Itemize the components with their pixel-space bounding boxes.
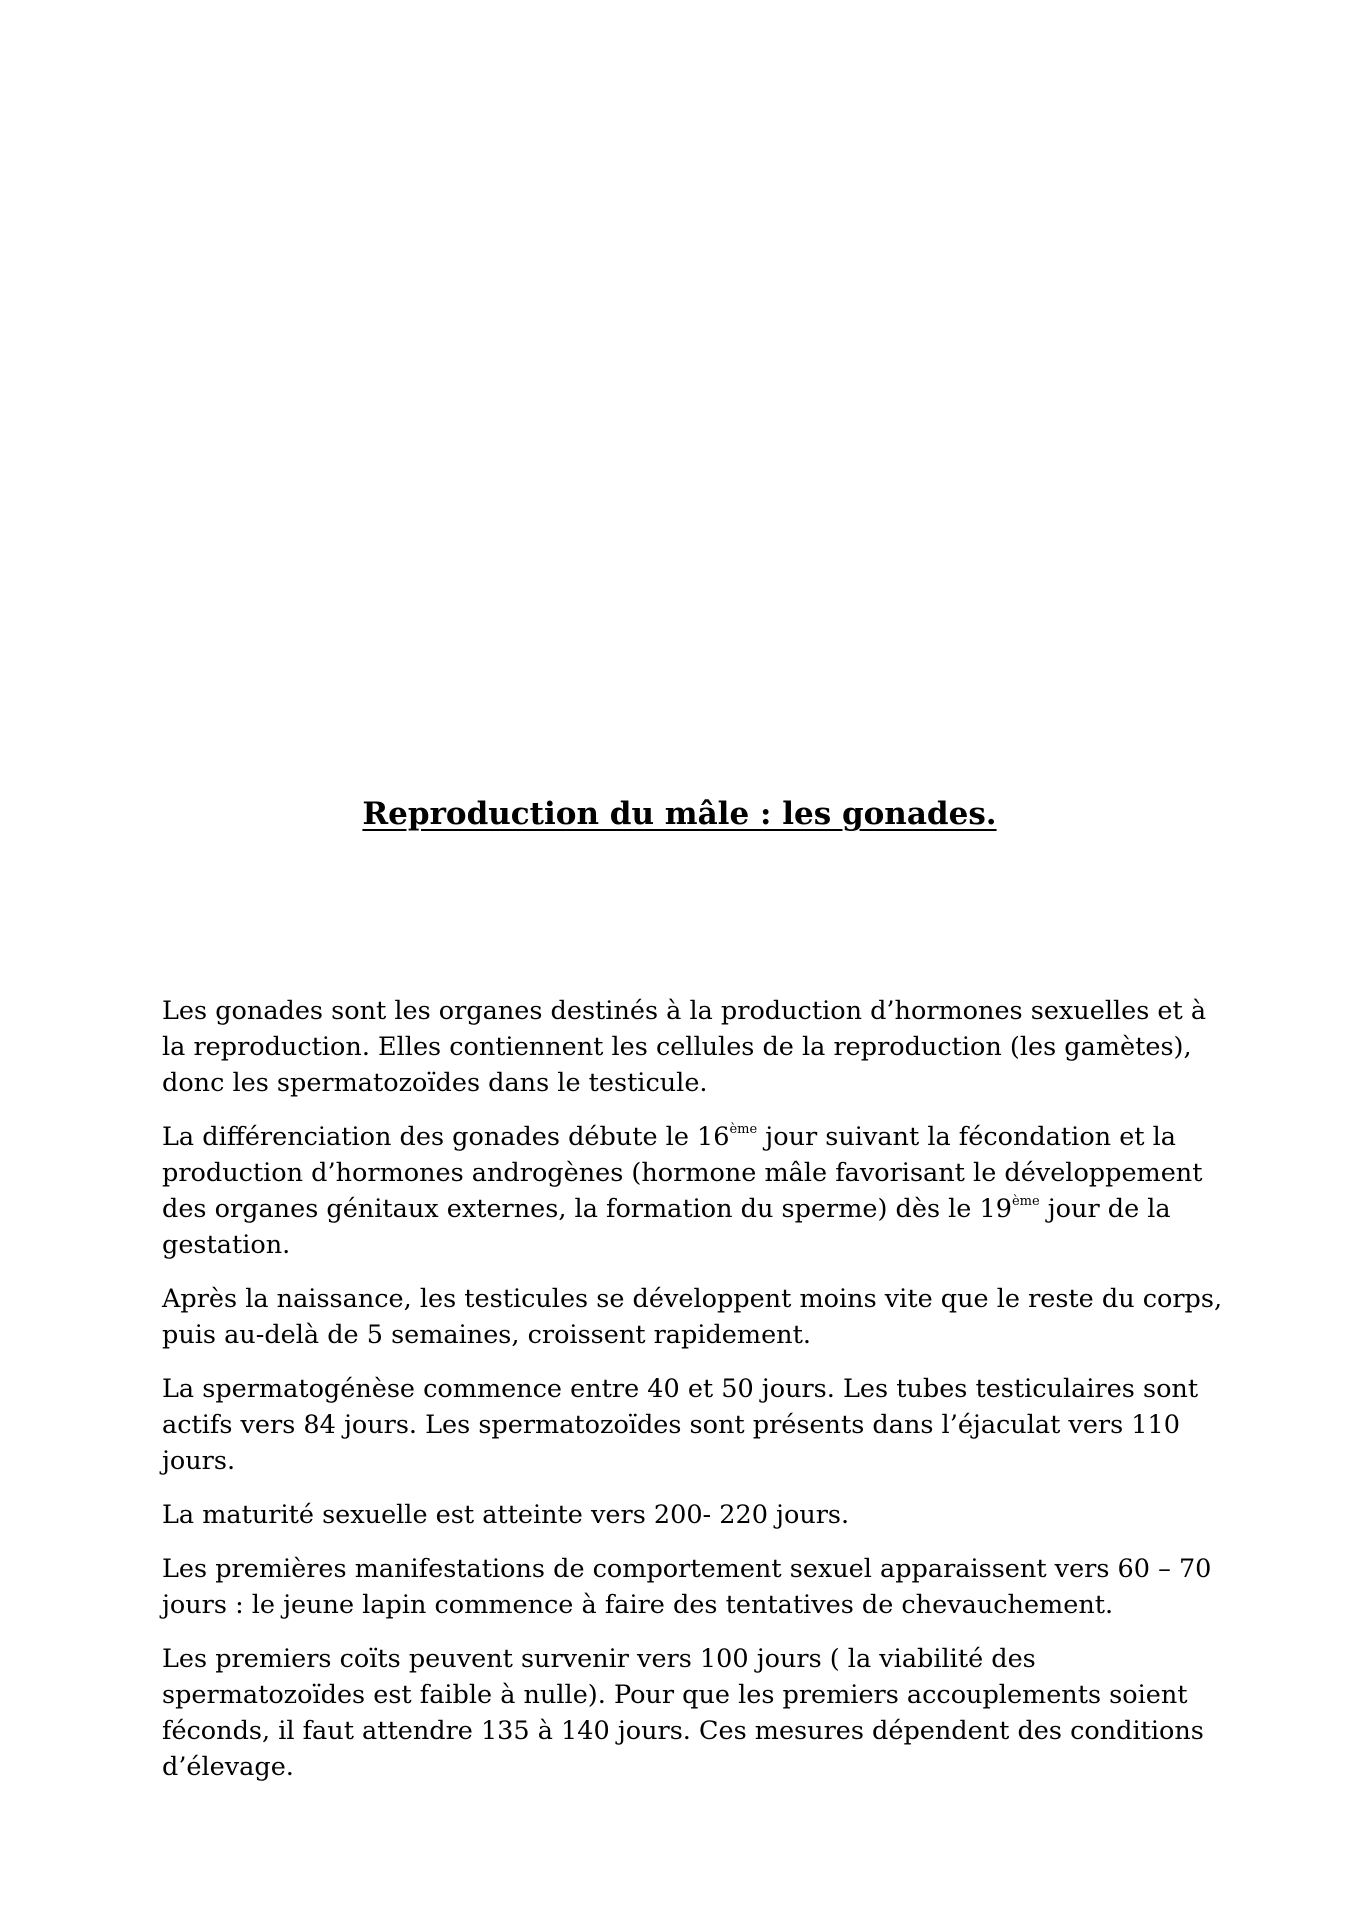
paragraph-gonades-definition: Les gonades sont les organes destinés à la production d’hormones sexuelles et à la reproduction. Elles contiennent les cellules de la reproduction (les gamètes), donc les spermatozoïdes dans le testicule. [162, 996, 1207, 1098]
paragraph-text-segment: jour suivant la fécondation et la production d’hormones androgènes (hormone mâle favorisant le développement des organes génitaux externes, la formation du sperme) dès le 19 [162, 1122, 1203, 1224]
page-title: Reproduction du mâle : les gonades. [362, 796, 997, 832]
paragraph-premiers-coits: Les premiers coïts peuvent survenir vers 100 jours ( la viabilité des spermatozoïdes est faible à nulle). Pour que les premiers accouplements soient féconds, il faut attendre 135 à 140 jours. Ces mesures dépendent des conditions d’élevage. [162, 1644, 1204, 1782]
paragraph-text-segment: jour de la gestation. [162, 1194, 1171, 1260]
superscript-ordinal: ème [729, 1122, 758, 1137]
paragraph-maturite: La maturité sexuelle est atteinte vers 200- 220 jours. [162, 1500, 850, 1530]
document-body [162, 993, 1224, 1803]
paragraph-differenciation [162, 1119, 1224, 1263]
paragraph-spermatogenese: La spermatogénèse commence entre 40 et 50 jours. Les tubes testiculaires sont actifs vers 84 jours. Les spermatozoïdes sont présents dans l’éjaculat vers 110 jours. [162, 1374, 1199, 1476]
paragraph-text-segment: La différenciation des gonades débute le 16 [162, 1122, 730, 1152]
paragraph-comportement: Les premières manifestations de comportement sexuel apparaissent vers 60 – 70 jours : le jeune lapin commence à faire des tentatives de chevauchement. [162, 1554, 1212, 1620]
paragraph-developpement: Après la naissance, les testicules se développent moins vite que le reste du corps, puis au-delà de 5 semaines, croissent rapidement. [162, 1284, 1223, 1350]
superscript-ordinal: ème [1011, 1194, 1040, 1209]
